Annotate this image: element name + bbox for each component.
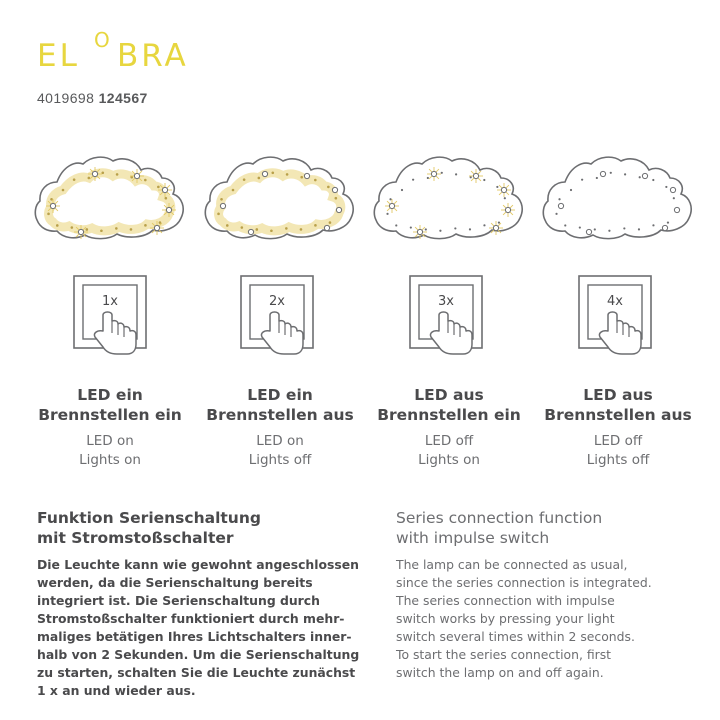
light-ray (478, 178, 481, 181)
light-ray (167, 185, 170, 188)
light-source (134, 173, 139, 178)
press-count: 1x (102, 294, 118, 309)
body-line: maliges betätigen Ihres Lichtschalters inner- (37, 629, 352, 644)
led-dot (483, 224, 485, 226)
led-dot (241, 226, 244, 229)
light-source (431, 171, 436, 176)
press-count: 2x (269, 294, 285, 309)
step-translation (533, 432, 703, 470)
cloud-lamp-icon (203, 148, 358, 248)
light-source (162, 187, 167, 192)
light-ray (55, 208, 58, 211)
led-dot (581, 179, 583, 181)
led-dot (667, 221, 669, 223)
step-translation (364, 432, 534, 470)
led-dot (673, 197, 675, 199)
led-dot (327, 186, 330, 189)
led-dot (427, 177, 429, 179)
led-dot (558, 198, 560, 200)
step-title-line: LED aus (583, 386, 653, 404)
step-title-line: Brennstellen aus (544, 406, 692, 424)
step-translation (25, 432, 195, 470)
led-dot (165, 197, 168, 200)
light-ray (499, 185, 502, 188)
body-line: integriert ist. Die Serienschaltung durch (37, 593, 320, 608)
led-dot (270, 229, 273, 232)
german-heading (37, 508, 337, 548)
light-source (417, 229, 422, 234)
body-line: The series connection with impulse (396, 593, 615, 608)
light-ray (499, 192, 502, 195)
body-line: Die Leuchte kann wie gewohnt angeschlossen (37, 557, 359, 572)
led-dot (130, 228, 133, 231)
light-ray (394, 208, 397, 211)
led-dot (285, 227, 288, 230)
led-dot (504, 197, 506, 199)
led-dot (610, 172, 612, 174)
led-dot (62, 189, 65, 192)
led-dot (483, 179, 485, 181)
light-ray (503, 205, 506, 208)
press-count: 4x (607, 294, 623, 309)
light-source (642, 173, 647, 178)
step-translation-line: Lights off (248, 452, 312, 468)
led-dot (498, 221, 500, 223)
led-dot (226, 224, 229, 227)
led-dot (47, 213, 50, 216)
body-line: since the series connection is integrated. (396, 575, 652, 590)
hand-press-switch-icon (578, 275, 652, 355)
step-title-line: Brennstellen aus (206, 406, 354, 424)
led-dot (116, 173, 119, 176)
step-translation (195, 432, 365, 470)
light-ray (506, 185, 509, 188)
step-title-line: Brennstellen ein (377, 406, 521, 424)
body-line: switch several times within 2 seconds. (396, 629, 635, 644)
led-dot (608, 230, 610, 232)
light-source (50, 203, 55, 208)
led-dot (115, 227, 118, 230)
hand-press-switch-icon (409, 275, 483, 355)
english-body (396, 556, 706, 682)
light-ray (429, 169, 432, 172)
light-ray (55, 201, 58, 204)
brand-logo-part: EL (37, 38, 80, 74)
light-source (586, 229, 591, 234)
led-dot (71, 226, 74, 229)
hand-press-switch-icon (73, 275, 147, 355)
led-dot (425, 228, 427, 230)
led-dot (286, 173, 289, 176)
led-dot (314, 224, 317, 227)
led-dot (220, 198, 223, 201)
cloud-lamp-icon (541, 148, 696, 248)
step-title-line: LED aus (414, 386, 484, 404)
led-dot (455, 173, 457, 175)
light-ray (422, 227, 425, 230)
led-dot (335, 197, 338, 200)
article-number (37, 90, 148, 106)
light-ray (436, 176, 439, 179)
step-translation-line: Lights on (418, 452, 480, 468)
step-title-line: Brennstellen ein (38, 406, 182, 424)
german-body (37, 556, 360, 700)
led-dot (555, 213, 557, 215)
body-line: 1 x an und wieder aus. (37, 683, 196, 698)
step-title (25, 385, 195, 425)
led-glow (219, 173, 341, 231)
led-dot (652, 224, 654, 226)
heading-line: with impulse switch (396, 529, 550, 547)
light-source (674, 207, 679, 212)
step-title (533, 385, 703, 425)
cloud-lamp-icon (372, 148, 527, 248)
light-source (389, 203, 394, 208)
light-source (220, 203, 225, 208)
led-dot (439, 230, 441, 232)
light-source (154, 225, 159, 230)
english-heading (396, 508, 696, 548)
light-ray (503, 212, 506, 215)
light-source (332, 187, 337, 192)
led-dot (159, 221, 162, 224)
led-dot (470, 176, 472, 178)
light-source (600, 171, 605, 176)
article-code: 4019698 (37, 90, 95, 106)
led-dot (623, 227, 625, 229)
light-source (78, 229, 83, 234)
light-ray (387, 208, 390, 211)
article-id: 124567 (98, 90, 148, 106)
body-line: werden, da die Serienschaltung bereits (37, 575, 313, 590)
step-title (364, 385, 534, 425)
led-dot (496, 186, 498, 188)
step-title-line: LED ein (77, 386, 143, 404)
led-dot (564, 224, 566, 226)
body-line: The lamp can be connected as usual, (396, 557, 628, 572)
body-line: switch the lamp on and off again. (396, 665, 604, 680)
heading-line: Funktion Serienschaltung (37, 509, 261, 527)
step-title-line: LED ein (247, 386, 313, 404)
step-translation-line: LED off (424, 433, 474, 449)
led-dot (638, 228, 640, 230)
brand-logo-part: BRA (117, 38, 189, 74)
body-line: To start the series connection, first (396, 647, 612, 662)
led-dot (389, 198, 391, 200)
light-source (662, 225, 667, 230)
light-source (262, 171, 267, 176)
step-translation-line: LED on (86, 433, 134, 449)
led-dot (624, 173, 626, 175)
led-dot (157, 186, 160, 189)
brand-logo (37, 28, 189, 78)
led-dot (217, 213, 220, 216)
light-ray (471, 171, 474, 174)
step-translation-line: Lights on (79, 452, 141, 468)
light-source (324, 225, 329, 230)
light-source (501, 187, 506, 192)
body-line: zu starten, schalten Sie die Leuchte zunächst (37, 665, 356, 680)
heading-line: Series connection function (396, 509, 603, 527)
led-dot (56, 224, 59, 227)
led-glow (49, 173, 171, 231)
step-title (195, 385, 365, 425)
light-source (248, 229, 253, 234)
light-source (558, 203, 563, 208)
light-ray (491, 223, 494, 226)
light-source (336, 207, 341, 212)
light-ray (471, 178, 474, 181)
body-line: switch works by pressing your light (396, 611, 615, 626)
led-dot (639, 176, 641, 178)
step-translation-line: LED off (593, 433, 643, 449)
led-dot (73, 178, 76, 181)
light-ray (478, 171, 481, 174)
step-translation-line: Lights off (586, 452, 650, 468)
led-dot (300, 228, 303, 231)
led-dot (100, 229, 103, 232)
led-dot (329, 221, 332, 224)
led-dot (410, 226, 412, 228)
led-dot (144, 224, 147, 227)
light-source (473, 173, 478, 178)
light-source (670, 187, 675, 192)
light-ray (394, 201, 397, 204)
light-source (92, 171, 97, 176)
light-ray (387, 201, 390, 204)
led-dot (412, 179, 414, 181)
light-ray (415, 227, 418, 230)
led-dot (441, 172, 443, 174)
press-count: 3x (438, 294, 454, 309)
led-dot (255, 228, 258, 231)
light-ray (139, 171, 142, 174)
body-line: Stromstoßschalter funktioniert durch mehr- (37, 611, 345, 626)
light-source (166, 207, 171, 212)
led-dot (85, 228, 88, 231)
led-dot (469, 228, 471, 230)
led-dot (271, 172, 274, 175)
light-ray (510, 205, 513, 208)
heading-line: mit Stromstoßschalter (37, 529, 234, 547)
step-translation-line: LED on (256, 433, 304, 449)
light-ray (506, 192, 509, 195)
led-dot (395, 224, 397, 226)
led-dot (579, 226, 581, 228)
led-dot (570, 189, 572, 191)
hand-press-switch-icon (240, 275, 314, 355)
led-dot (386, 213, 388, 215)
light-source (304, 173, 309, 178)
brand-logo-o: O (94, 28, 113, 52)
led-dot (232, 189, 235, 192)
led-dot (144, 179, 147, 182)
light-ray (436, 169, 439, 172)
led-dot (665, 186, 667, 188)
led-dot (50, 198, 53, 201)
led-dot (243, 178, 246, 181)
light-source (493, 225, 498, 230)
body-line: halb von 2 Sekunden. Um die Serienschaltung (37, 647, 360, 662)
led-dot (652, 179, 654, 181)
led-dot (314, 179, 317, 182)
led-dot (88, 177, 91, 180)
light-ray (510, 212, 513, 215)
light-ray (429, 176, 432, 179)
led-dot (258, 177, 261, 180)
led-dot (594, 228, 596, 230)
cloud-lamp-icon (33, 148, 188, 248)
led-dot (401, 189, 403, 191)
led-dot (454, 227, 456, 229)
led-dot (596, 177, 598, 179)
light-source (505, 207, 510, 212)
led-dot (300, 176, 303, 179)
